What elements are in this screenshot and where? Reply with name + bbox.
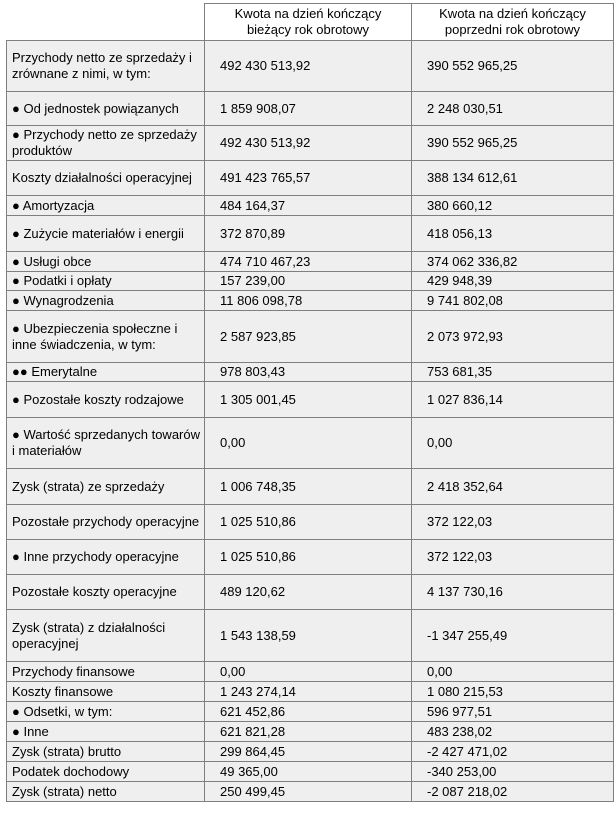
table-row [7,610,614,662]
previous-year-value: 1 027 836,14 [412,382,614,418]
current-year-value: 2 587 923,85 [205,311,412,363]
previous-year-value: 0,00 [412,418,614,469]
current-year-value: 11 806 098,78 [205,291,412,311]
row-label: ● Usługi obce [7,252,205,272]
previous-year-value: -340 253,00 [412,762,614,782]
table-row [7,418,614,469]
row-label: Koszty finansowe [7,682,205,702]
table-row [7,363,614,382]
previous-year-value: 372 122,03 [412,505,614,540]
row-label: ● Inne przychody operacyjne [7,540,205,575]
row-label: ● Ubezpieczenia społeczne i inne świadczenia, w tym: [7,311,205,363]
previous-year-value: 483 238,02 [412,722,614,742]
financial-statement [6,3,614,802]
previous-year-value: 753 681,35 [412,363,614,382]
table-row [7,252,614,272]
table-row [7,126,614,161]
row-label: Zysk (strata) z działalności operacyjnej [7,610,205,662]
previous-year-value: 596 977,51 [412,702,614,722]
row-label: ● Podatki i opłaty [7,272,205,291]
table-row [7,469,614,505]
row-label: Podatek dochodowy [7,762,205,782]
table-row [7,92,614,126]
table-row [7,702,614,722]
previous-year-value: 2 073 972,93 [412,311,614,363]
row-label: Pozostałe przychody operacyjne [7,505,205,540]
previous-year-value: 2 418 352,64 [412,469,614,505]
previous-year-value: 9 741 802,08 [412,291,614,311]
current-year-value: 489 120,62 [205,575,412,610]
row-label: ● Pozostałe koszty rodzajowe [7,382,205,418]
row-label: ● Odsetki, w tym: [7,702,205,722]
table-row [7,782,614,802]
row-label: ● Od jednostek powiązanych [7,92,205,126]
row-label: Przychody netto ze sprzedaży i zrównane z nimi, w tym: [7,41,205,92]
row-label: Koszty działalności operacyjnej [7,161,205,196]
table-row [7,291,614,311]
previous-year-value: 1 080 215,53 [412,682,614,702]
current-year-value: 1 543 138,59 [205,610,412,662]
previous-year-value: 374 062 336,82 [412,252,614,272]
current-year-value: 49 365,00 [205,762,412,782]
table-row [7,742,614,762]
header-previous-year: Kwota na dzień kończący poprzedni rok obrotowy [412,4,614,41]
row-label: ● Zużycie materiałów i energii [7,216,205,252]
current-year-value: 157 239,00 [205,272,412,291]
row-label: Przychody finansowe [7,662,205,682]
current-year-value: 474 710 467,23 [205,252,412,272]
current-year-value: 250 499,45 [205,782,412,802]
current-year-value: 0,00 [205,662,412,682]
current-year-value: 491 423 765,57 [205,161,412,196]
previous-year-value: 429 948,39 [412,272,614,291]
current-year-value: 1 243 274,14 [205,682,412,702]
table-row [7,196,614,216]
row-label: ● Amortyzacja [7,196,205,216]
table-header-row [7,4,614,41]
table-row [7,161,614,196]
previous-year-value: -1 347 255,49 [412,610,614,662]
previous-year-value: -2 427 471,02 [412,742,614,762]
current-year-value: 0,00 [205,418,412,469]
previous-year-value: 390 552 965,25 [412,126,614,161]
table-row [7,382,614,418]
row-label: ● Wynagrodzenia [7,291,205,311]
table-row [7,41,614,92]
current-year-value: 621 452,86 [205,702,412,722]
previous-year-value: 380 660,12 [412,196,614,216]
income-statement-table [6,3,614,802]
header-blank-cell [7,4,205,41]
previous-year-value: 388 134 612,61 [412,161,614,196]
table-row [7,662,614,682]
previous-year-value: 372 122,03 [412,540,614,575]
row-label: Pozostałe koszty operacyjne [7,575,205,610]
previous-year-value: 2 248 030,51 [412,92,614,126]
current-year-value: 492 430 513,92 [205,126,412,161]
previous-year-value: 418 056,13 [412,216,614,252]
table-row [7,216,614,252]
previous-year-value: -2 087 218,02 [412,782,614,802]
table-row [7,505,614,540]
current-year-value: 372 870,89 [205,216,412,252]
current-year-value: 1 025 510,86 [205,505,412,540]
table-row [7,272,614,291]
current-year-value: 978 803,43 [205,363,412,382]
table-row [7,722,614,742]
row-label: Zysk (strata) netto [7,782,205,802]
current-year-value: 1 305 001,45 [205,382,412,418]
current-year-value: 1 025 510,86 [205,540,412,575]
row-label: ● Wartość sprzedanych towarów i materiałów [7,418,205,469]
current-year-value: 1 006 748,35 [205,469,412,505]
row-label: ●● Emerytalne [7,363,205,382]
current-year-value: 1 859 908,07 [205,92,412,126]
table-row [7,311,614,363]
current-year-value: 299 864,45 [205,742,412,762]
row-label: ● Przychody netto ze sprzedaży produktów [7,126,205,161]
table-row [7,682,614,702]
previous-year-value: 390 552 965,25 [412,41,614,92]
row-label: ● Inne [7,722,205,742]
table-row [7,762,614,782]
previous-year-value: 0,00 [412,662,614,682]
current-year-value: 621 821,28 [205,722,412,742]
current-year-value: 484 164,37 [205,196,412,216]
previous-year-value: 4 137 730,16 [412,575,614,610]
row-label: Zysk (strata) brutto [7,742,205,762]
table-row [7,540,614,575]
row-label: Zysk (strata) ze sprzedaży [7,469,205,505]
table-row [7,575,614,610]
header-current-year: Kwota na dzień kończący bieżący rok obrotowy [205,4,412,41]
current-year-value: 492 430 513,92 [205,41,412,92]
